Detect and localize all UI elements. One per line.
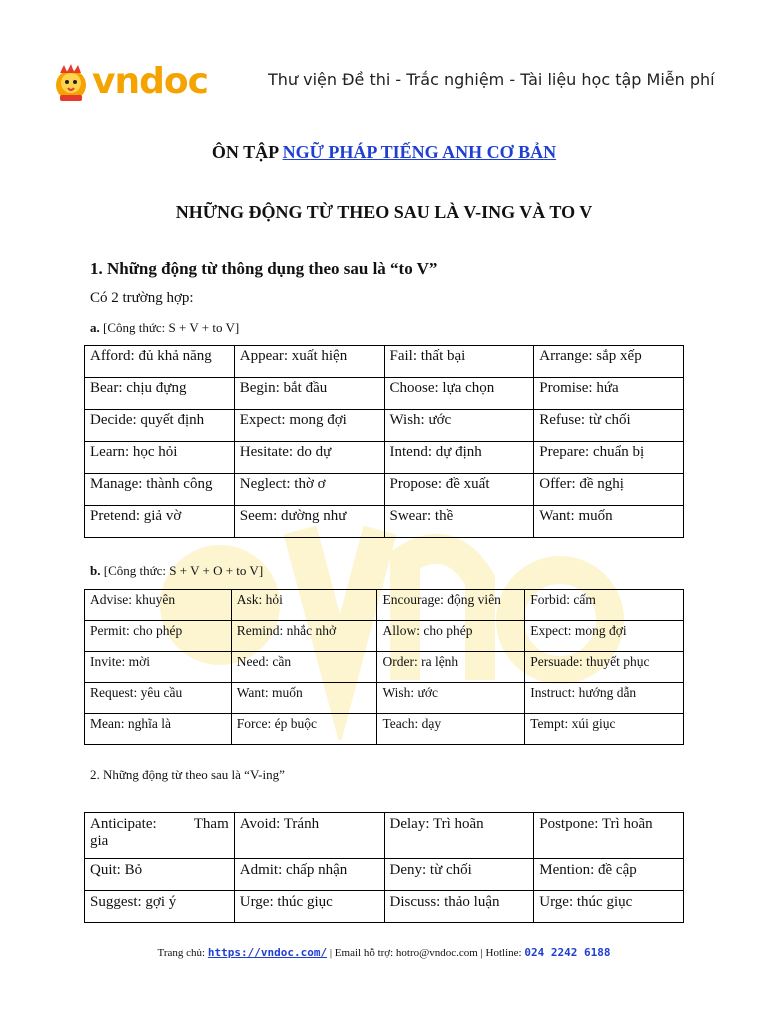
- table-row: [85, 859, 684, 891]
- formula-a: [90, 320, 239, 336]
- table-cell: Neglect: thờ ơ: [234, 474, 384, 506]
- title-prefix: ÔN TẬP: [211, 142, 283, 162]
- table-cell: Refuse: từ chối: [534, 410, 684, 442]
- table-to-v: [84, 345, 684, 538]
- section-2-heading: 2. Những động từ theo sau là “V-ing”: [90, 767, 285, 782]
- table-cell: Order: ra lệnh: [377, 652, 525, 683]
- table-cell: Need: cần: [231, 652, 377, 683]
- table-cell: Invite: mời: [85, 652, 232, 683]
- table-cell: Swear: thề: [384, 506, 534, 538]
- table-cell: Intend: dự định: [384, 442, 534, 474]
- logo-text: vndoc: [92, 61, 208, 102]
- grammar-link[interactable]: NGỮ PHÁP TIẾNG ANH CƠ BẢN: [282, 142, 557, 162]
- table-o-to-v: [84, 589, 684, 745]
- table-row: [85, 683, 684, 714]
- footer-home-label: Trang chủ:: [157, 947, 208, 959]
- section-1-heading: 1. Những động từ thông dụng theo sau là “to V”: [90, 259, 438, 278]
- table-cell: Mean: nghĩa là: [85, 714, 232, 745]
- table-cell: Manage: thành công: [85, 474, 235, 506]
- table-cell: Advise: khuyên: [85, 590, 232, 621]
- table-cell: Want: muốn: [231, 683, 377, 714]
- table-cell: Appear: xuất hiện: [234, 346, 384, 378]
- table-cell: Choose: lựa chọn: [384, 378, 534, 410]
- table-cell: Afford: đủ khả năng: [85, 346, 235, 378]
- table-cell: Teach: dạy: [377, 714, 525, 745]
- table-row: [85, 621, 684, 652]
- table-cell: Begin: bắt đầu: [234, 378, 384, 410]
- table-cell: Expect: mong đợi: [234, 410, 384, 442]
- table-row: [85, 714, 684, 745]
- table-cell: Permit: cho phép: [85, 621, 232, 652]
- table-cell: Remind: nhắc nhở: [231, 621, 377, 652]
- table-cell: Arrange: sắp xếp: [534, 346, 684, 378]
- table-cell: Bear: chịu đựng: [85, 378, 235, 410]
- table-cell: Decide: quyết định: [85, 410, 235, 442]
- page-subtitle: NHỮNG ĐỘNG TỪ THEO SAU LÀ V-ING VÀ TO V: [175, 202, 593, 222]
- table-cell: Force: ép buộc: [231, 714, 377, 745]
- table-v-ing: [84, 812, 684, 923]
- anticipate-tham: Tham: [193, 816, 229, 832]
- header-tagline: Thư viện Đề thi - Trắc nghiệm - Tài liệu học tập Miễn phí: [268, 70, 715, 89]
- table-row: [85, 590, 684, 621]
- table-cell: Request: yêu cầu: [85, 683, 232, 714]
- formula-b: [90, 563, 263, 579]
- anticipate-gia: gia: [90, 833, 109, 849]
- table-cell: Seem: dường như: [234, 506, 384, 538]
- table-cell: Mention: đề cập: [534, 859, 684, 891]
- table-cell: Admit: chấp nhận: [234, 859, 384, 891]
- anticipate-line: [90, 816, 229, 833]
- table-cell: Urge: thúc giục: [534, 891, 684, 923]
- table-cell: Persuade: thuyết phục: [525, 652, 684, 683]
- table-row: [85, 474, 684, 506]
- table-cell: Suggest: gợi ý: [85, 891, 235, 923]
- table-row: [85, 506, 684, 538]
- table-cell: Pretend: giả vờ: [85, 506, 235, 538]
- table-cell: Hesitate: do dự: [234, 442, 384, 474]
- section-1-intro: Có 2 trường hợp:: [90, 290, 194, 306]
- vndoc-logo[interactable]: [52, 60, 208, 104]
- table-cell: Learn: học hỏi: [85, 442, 235, 474]
- table-row: [85, 410, 684, 442]
- table-cell: Ask: hỏi: [231, 590, 377, 621]
- mascot-icon: [52, 63, 90, 101]
- page-title: [0, 142, 768, 163]
- table-row: [85, 652, 684, 683]
- formula-a-text: [Công thức: S + V + to V]: [99, 320, 240, 335]
- table-row: [85, 813, 684, 859]
- table-cell: Wish: ước: [377, 683, 525, 714]
- table-cell: Fail: thất bại: [384, 346, 534, 378]
- footer-url-link[interactable]: https://vndoc.com/: [207, 946, 328, 959]
- footer-hotline: 024 2242 6188: [524, 946, 611, 959]
- table-cell: Delay: Trì hoãn: [384, 813, 534, 859]
- table-cell: Propose: đề xuất: [384, 474, 534, 506]
- table-cell: Deny: từ chối: [384, 859, 534, 891]
- footer-contact: | Email hỗ trợ: hotro@vndoc.com | Hotline:: [327, 947, 525, 959]
- table-cell: Avoid: Tránh: [234, 813, 384, 859]
- formula-b-label: b.: [90, 563, 101, 578]
- formula-b-text: [Công thức: S + V + O + to V]: [100, 563, 264, 578]
- table-cell: Urge: thúc giục: [234, 891, 384, 923]
- anticipate-word: Anticipate:: [90, 816, 157, 832]
- table-cell: Forbid: cấm: [525, 590, 684, 621]
- table-cell: Wish: ước: [384, 410, 534, 442]
- table-cell: Allow: cho phép: [377, 621, 525, 652]
- table-cell: Prepare: chuẩn bị: [534, 442, 684, 474]
- table-cell: [85, 813, 235, 859]
- table-cell: Discuss: thảo luận: [384, 891, 534, 923]
- table-row: [85, 891, 684, 923]
- table-cell: Promise: hứa: [534, 378, 684, 410]
- table-cell: Offer: đề nghị: [534, 474, 684, 506]
- table-cell: Want: muốn: [534, 506, 684, 538]
- table-cell: Postpone: Trì hoãn: [534, 813, 684, 859]
- table-row: [85, 378, 684, 410]
- table-cell: Tempt: xúi giục: [525, 714, 684, 745]
- page-footer: [0, 946, 768, 959]
- table-cell: Instruct: hướng dẫn: [525, 683, 684, 714]
- page-header: [0, 0, 768, 120]
- table-cell: Quit: Bỏ: [85, 859, 235, 891]
- table-cell: Expect: mong đợi: [525, 621, 684, 652]
- table-row: [85, 442, 684, 474]
- table-cell: Encourage: động viên: [377, 590, 525, 621]
- formula-a-label: a.: [90, 320, 100, 335]
- table-row: [85, 346, 684, 378]
